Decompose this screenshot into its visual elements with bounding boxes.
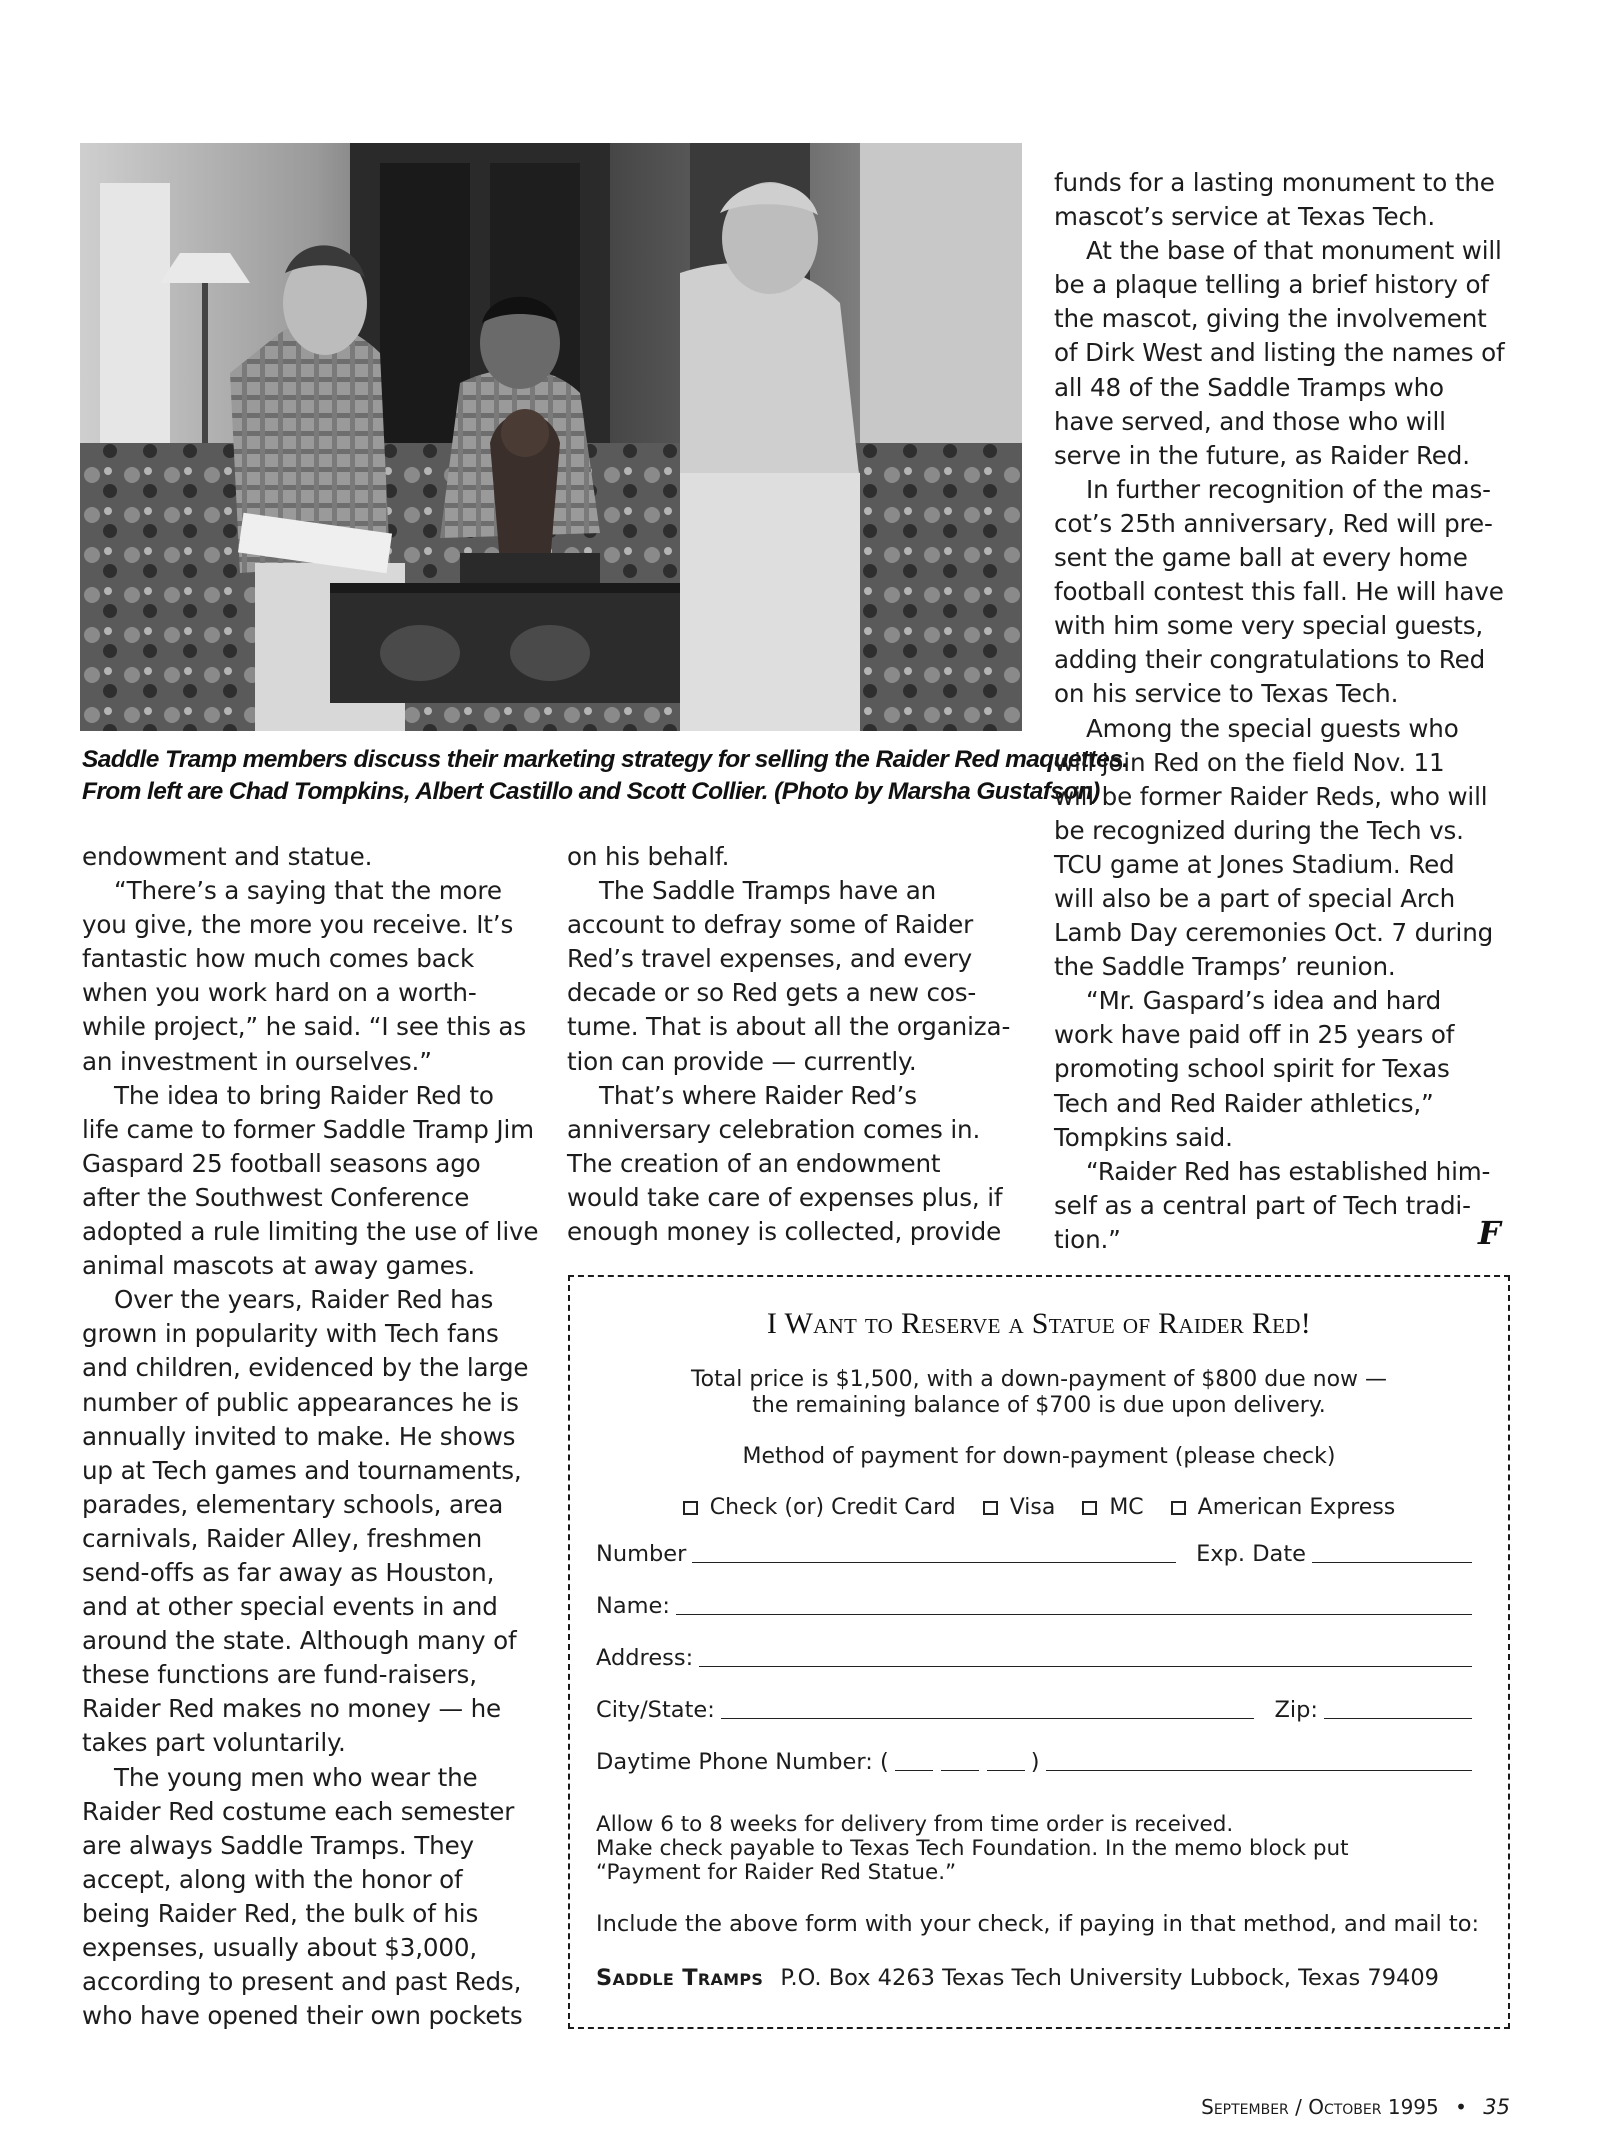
article-line: all 48 of the Saddle Tramps who xyxy=(1054,372,1444,402)
article-line: annually invited to make. He shows xyxy=(82,1421,516,1451)
article-line: life came to former Saddle Tramp Jim xyxy=(82,1114,534,1144)
article-line: sent the game ball at every home xyxy=(1054,543,1468,573)
payment-prompt: Method of payment for down-payment (please check) xyxy=(742,1444,1336,1469)
checkbox-visa[interactable] xyxy=(983,1501,998,1515)
address-row xyxy=(596,1645,1478,1671)
article-line: around the state. Although many of xyxy=(82,1626,517,1656)
article-line: being Raider Red, the bulk of his xyxy=(82,1898,479,1928)
exp-date-label: Exp. Date xyxy=(1196,1541,1306,1567)
checkbox-mc[interactable] xyxy=(1082,1501,1097,1515)
article-line: endowment and statue. xyxy=(82,842,373,871)
article-line: “Mr. Gaspard’s idea and hard xyxy=(1086,986,1442,1016)
article-line: grown in popularity with Tech fans xyxy=(82,1319,499,1349)
article-line: football contest this fall. He will have xyxy=(1054,577,1504,607)
article-line: anniversary celebration comes in. xyxy=(567,1114,981,1144)
option-label-mc: MC xyxy=(1109,1495,1144,1520)
phone-close-paren: ) xyxy=(1030,1749,1040,1775)
photo-illustration xyxy=(80,143,1022,731)
caption-line-2: From left are Chad Tompkins, Albert Castillo and Scott Collier. (Photo by Marsha Gustafson) xyxy=(82,778,1100,805)
statue-order-form xyxy=(568,1275,1510,2029)
article-line: The young men who wear the xyxy=(114,1762,478,1792)
article-line: “Raider Red has established him- xyxy=(1086,1156,1491,1186)
article-line: The Saddle Tramps have an xyxy=(599,876,937,906)
article-line: will also be a part of special Arch xyxy=(1054,883,1456,913)
price-line-1: Total price is $1,500, with a down-payment of $800 due now — xyxy=(690,1367,1388,1392)
article-line: Over the years, Raider Red has xyxy=(114,1285,494,1315)
article-line: on his behalf. xyxy=(567,842,730,871)
number-row xyxy=(596,1541,1478,1567)
article-line: In further recognition of the mas- xyxy=(1086,474,1491,504)
phone-area-1[interactable] xyxy=(895,1750,933,1771)
article-line: decade or so Red gets a new cos- xyxy=(567,978,977,1008)
article-line: adopted a rule limiting the use of live xyxy=(82,1217,539,1247)
article-line: and children, evidenced by the large xyxy=(82,1353,529,1383)
article-line: expenses, usually about $3,000, xyxy=(82,1933,478,1962)
article-line: fantastic how much comes back xyxy=(82,944,475,974)
article-line: That’s where Raider Red’s xyxy=(599,1080,917,1110)
article-line: adding their congratulations to Red xyxy=(1054,645,1486,675)
checkbox-amex[interactable] xyxy=(1171,1501,1186,1515)
city-state-field[interactable] xyxy=(721,1698,1255,1719)
article-line: work have paid off in 25 years of xyxy=(1054,1020,1455,1050)
option-label-amex: American Express xyxy=(1197,1495,1396,1520)
article-line: while project,” he said. “I see this as xyxy=(82,1012,526,1042)
article-line: promoting school spirit for Texas xyxy=(1054,1054,1450,1084)
article-line: cot’s 25th anniversary, Red will pre- xyxy=(1054,508,1493,538)
article-line: the Saddle Tramps’ reunion. xyxy=(1054,952,1396,982)
article-line: you give, the more you receive. It’s xyxy=(82,910,514,940)
article-line: The idea to bring Raider Red to xyxy=(114,1080,494,1110)
article-line: according to present and past Reds, xyxy=(82,1967,522,1997)
phone-area-2[interactable] xyxy=(941,1750,979,1771)
article-line: Among the special guests who xyxy=(1086,713,1459,743)
article-line: enough money is collected, provide xyxy=(567,1217,1002,1247)
article-line: Red’s travel expenses, and every xyxy=(567,944,973,974)
article-line: parades, elementary schools, area xyxy=(82,1489,504,1519)
article-column-3 xyxy=(1054,166,1524,1257)
article-line: would take care of expenses plus, if xyxy=(567,1182,1003,1212)
name-row xyxy=(596,1593,1478,1619)
zip-label: Zip: xyxy=(1274,1697,1318,1723)
org-name: Saddle Tramps xyxy=(596,1965,764,1991)
phone-label: Daytime Phone Number: ( xyxy=(596,1749,889,1775)
article-line: up at Tech games and tournaments, xyxy=(82,1455,522,1485)
checkbox-check-credit[interactable] xyxy=(683,1501,698,1515)
article-line: Raider Red makes no money — he xyxy=(82,1694,501,1724)
article-line: self as a central part of Tech tradi- xyxy=(1054,1190,1471,1220)
article-line: “There’s a saying that the more xyxy=(114,876,502,906)
article-line: carnivals, Raider Alley, freshmen xyxy=(82,1523,483,1553)
article-line: will join Red on the field Nov. 11 xyxy=(1054,747,1445,777)
article-line: the mascot, giving the involvement xyxy=(1054,304,1487,334)
end-mark-icon: F xyxy=(1478,1214,1501,1252)
article-line: tion.” xyxy=(1054,1224,1121,1254)
article-line: these functions are fund-raisers, xyxy=(82,1660,477,1690)
number-label: Number xyxy=(596,1541,687,1567)
article-line: will be former Raider Reds, who will xyxy=(1054,781,1488,811)
zip-field[interactable] xyxy=(1324,1698,1472,1719)
footer-separator: • xyxy=(1455,2095,1467,2119)
article-line: Lamb Day ceremonies Oct. 7 during xyxy=(1054,918,1494,948)
check-note-2: “Payment for Raider Red Statue.” xyxy=(596,1860,957,1885)
photo-caption xyxy=(82,744,1129,808)
article-line: funds for a lasting monument to the xyxy=(1054,168,1495,197)
article-line: serve in the future, as Raider Red. xyxy=(1054,440,1470,470)
article-column-2 xyxy=(567,840,1027,1249)
page-footer xyxy=(1140,2095,1510,2119)
article-line: takes part voluntarily. xyxy=(82,1728,346,1758)
name-label: Name: xyxy=(596,1593,670,1619)
article-line: on his service to Texas Tech. xyxy=(1054,679,1399,709)
article-column-1 xyxy=(82,840,552,2033)
article-line: mascot’s service at Texas Tech. xyxy=(1054,202,1435,232)
address-label: Address: xyxy=(596,1645,694,1671)
number-field[interactable] xyxy=(692,1542,1176,1563)
delivery-note: Allow 6 to 8 weeks for delivery from time order is received. xyxy=(596,1812,1234,1837)
exp-date-field[interactable] xyxy=(1312,1542,1472,1563)
article-line: an investment in ourselves.” xyxy=(82,1046,432,1076)
article-line: The creation of an endowment xyxy=(567,1148,941,1178)
article-line: and at other special events in and xyxy=(82,1592,498,1622)
article-line: when you work hard on a worth- xyxy=(82,978,477,1008)
option-label-visa: Visa xyxy=(1009,1495,1056,1520)
page-number: 35 xyxy=(1483,2095,1510,2119)
mail-instructions: Include the above form with your check, if paying in that method, and mail to: xyxy=(596,1911,1480,1937)
article-line: have served, and those who will xyxy=(1054,406,1446,436)
name-field[interactable] xyxy=(676,1594,1472,1615)
address-field[interactable] xyxy=(699,1646,1472,1667)
city-state-label: City/State: xyxy=(596,1697,715,1723)
article-line: TCU game at Jones Stadium. Red xyxy=(1054,849,1455,879)
city-state-row xyxy=(596,1697,1478,1723)
article-line: are always Saddle Tramps. They xyxy=(82,1830,474,1860)
phone-area-3[interactable] xyxy=(987,1750,1025,1771)
article-line: Gaspard 25 football seasons ago xyxy=(82,1148,481,1178)
article-line: be recognized during the Tech vs. xyxy=(1054,815,1464,845)
article-line: At the base of that monument will xyxy=(1086,236,1502,266)
order-form-title: I Want to Reserve a Statue of Raider Red! xyxy=(766,1307,1312,1340)
mail-address-row xyxy=(596,1965,1478,1991)
price-line-2: the remaining balance of $700 is due upon delivery. xyxy=(752,1393,1326,1418)
article-line: who have opened their own pockets xyxy=(82,2001,523,2031)
phone-number-field[interactable] xyxy=(1046,1750,1472,1771)
article-line: Tech and Red Raider athletics,” xyxy=(1054,1088,1434,1118)
article-line: animal mascots at away games. xyxy=(82,1251,476,1281)
article-line: send-offs as far away as Houston, xyxy=(82,1557,495,1587)
article-line: Tompkins said. xyxy=(1054,1122,1233,1152)
article-line: tume. That is about all the organiza- xyxy=(567,1012,1011,1042)
option-label-check: Check (or) Credit Card xyxy=(709,1495,956,1520)
phone-row xyxy=(596,1749,1478,1775)
article-line: number of public appearances he is xyxy=(82,1387,519,1417)
mail-address: P.O. Box 4263 Texas Tech University Lubbock, Texas 79409 xyxy=(780,1965,1439,1991)
article-line: be a plaque telling a brief history of xyxy=(1054,270,1489,300)
caption-line-1: Saddle Tramp members discuss their marketing strategy for selling the Raider Red maquettes. xyxy=(82,746,1129,773)
article-line: with him some very special guests, xyxy=(1054,611,1484,641)
article-line: after the Southwest Conference xyxy=(82,1182,470,1212)
payment-options xyxy=(570,1495,1508,1521)
article-line: accept, along with the honor of xyxy=(82,1864,463,1894)
article-line: of Dirk West and listing the names of xyxy=(1054,338,1505,368)
photo-saddle-tramps xyxy=(80,143,1022,731)
article-line: Raider Red costume each semester xyxy=(82,1796,515,1826)
issue-date: September / October 1995 xyxy=(1201,2095,1439,2119)
article-line: account to defray some of Raider xyxy=(567,910,974,940)
check-note-1: Make check payable to Texas Tech Foundation. In the memo block put xyxy=(596,1836,1349,1861)
article-line: tion can provide — currently. xyxy=(567,1046,917,1076)
